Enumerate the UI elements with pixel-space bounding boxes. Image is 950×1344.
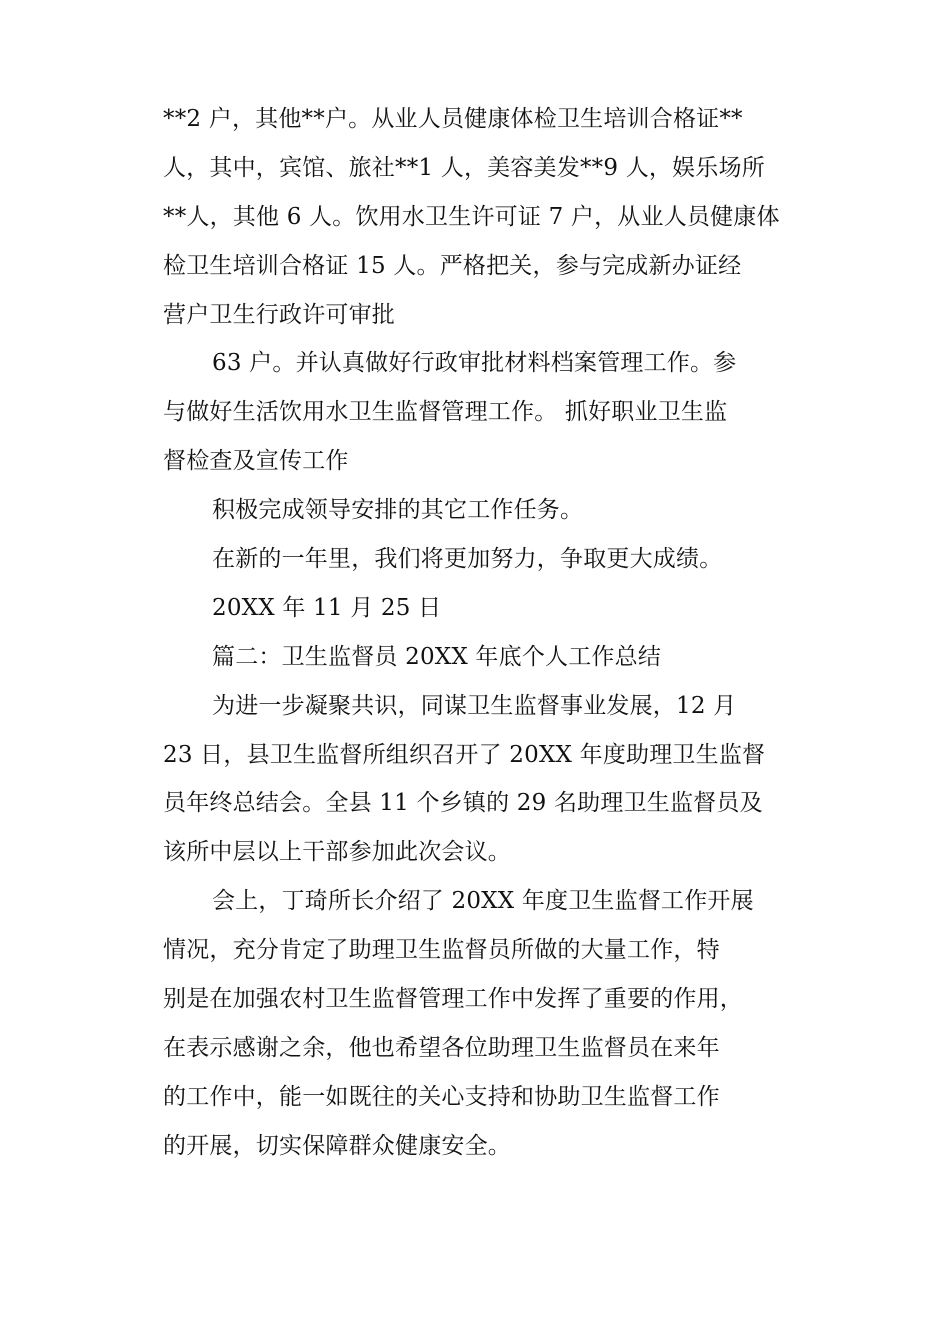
text-line: 员年终总结会。全县 11 个乡镇的 29 名助理卫生监督员及 — [163, 790, 763, 817]
text-line: 督检查及宣传工作 — [163, 448, 349, 475]
paragraph-start-line: 63 户。并认真做好行政审批材料档案管理工作。参 — [212, 350, 737, 377]
text-line: 别是在加强农村卫生监督管理工作中发挥了重要的作用， — [163, 986, 743, 1013]
text-line: **2 户，其他**户。从业人员健康体检卫生培训合格证** — [163, 106, 743, 132]
paragraph-start-line: 在新的一年里，我们将更加努力，争取更大成绩。 — [212, 546, 723, 573]
date-line: 20XX 年 11 月 25 日 — [212, 594, 442, 621]
paragraph-start-line: 为进一步凝聚共识，同谋卫生监督事业发展，12 月 — [212, 692, 737, 719]
text-line: 检卫生培训合格证 15 人。严格把关，参与完成新办证经 — [163, 252, 742, 279]
text-line: 的开展，切实保障群众健康安全。 — [163, 1132, 511, 1159]
section-heading: 篇二：卫生监督员 20XX 年底个人工作总结 — [212, 643, 662, 670]
text-line: 人，其中，宾馆、旅社**1 人，美容美发**9 人，娱乐场所 — [163, 154, 765, 181]
text-line: 营户卫生行政许可审批 — [163, 301, 395, 328]
text-line: 与做好生活饮用水卫生监督管理工作。 抓好职业卫生监 — [163, 399, 728, 426]
text-line: 在表示感谢之余，他也希望各位助理卫生监督员在来年 — [163, 1034, 720, 1061]
text-line: 该所中层以上干部参加此次会议。 — [163, 839, 511, 866]
text-line: 的工作中，能一如既往的关心支持和协助卫生监督工作 — [163, 1083, 720, 1110]
text-line: 情况，充分肯定了助理卫生监督员所做的大量工作，特 — [163, 937, 720, 964]
document-body — [163, 95, 793, 1171]
text-line: 23 日，县卫生监督所组织召开了 20XX 年度助理卫生监督 — [163, 741, 766, 768]
paragraph-start-line: 积极完成领导安排的其它工作任务。 — [212, 497, 584, 524]
paragraph-start-line: 会上，丁琦所长介绍了 20XX 年度卫生监督工作开展 — [212, 888, 754, 915]
text-line: **人，其他 6 人。饮用水卫生许可证 7 户，从业人员健康体 — [163, 203, 780, 230]
